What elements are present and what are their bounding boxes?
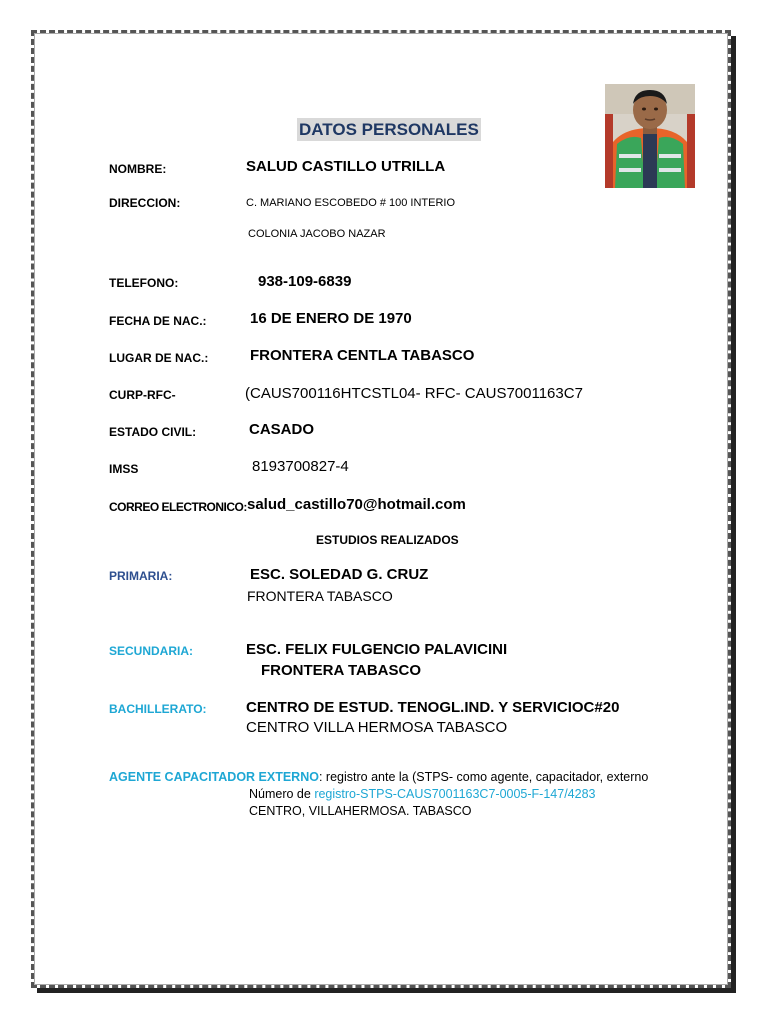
- secundaria-label: SECUNDARIA:: [109, 644, 193, 658]
- lugar-nac-label: LUGAR DE NAC.:: [109, 351, 209, 365]
- agente-lugar: CENTRO, VILLAHERMOSA. TABASCO: [249, 804, 472, 818]
- agente-text: : registro ante la (STPS- como agente, capacitador, externo: [318, 770, 649, 784]
- nombre-label: NOMBRE:: [109, 162, 167, 176]
- primaria-school: ESC. SOLEDAD G. CRUZ: [250, 566, 429, 583]
- agente-numero-value: registro-STPS-CAUS7001163C7-0005-F-147/4283: [314, 787, 596, 801]
- agente-numero-line: [249, 787, 595, 801]
- bachillerato-school: CENTRO DE ESTUD. TENOGL.IND. Y SERVICIOC#20: [246, 699, 620, 716]
- secundaria-place: FRONTERA TABASCO: [261, 662, 421, 679]
- primaria-place: FRONTERA TABASCO: [247, 588, 393, 604]
- imss-label: IMSS: [109, 462, 139, 476]
- estado-civil-label: ESTADO CIVIL:: [109, 425, 197, 439]
- direccion-value-line2: COLONIA JACOBO NAZAR: [248, 228, 386, 240]
- lugar-nac-value: FRONTERA CENTLA TABASCO: [250, 347, 475, 364]
- nombre-value: SALUD CASTILLO UTRILLA: [246, 158, 446, 175]
- primaria-label: PRIMARIA:: [109, 569, 173, 583]
- bachillerato-label: BACHILLERATO:: [109, 702, 207, 716]
- curp-rfc-value: (CAUS700116HTCSTL04- RFC- CAUS7001163C7: [245, 385, 583, 402]
- curp-rfc-label: CURP-RFC-: [109, 388, 176, 402]
- correo-value: salud_castillo70@hotmail.com: [247, 496, 466, 513]
- direccion-label: DIRECCION:: [109, 196, 181, 210]
- page-shadow-bottom: [37, 988, 736, 993]
- agente-line: [109, 770, 648, 784]
- correo-label: CORREO ELECTRONICO:: [109, 500, 247, 514]
- estado-civil-value: CASADO: [249, 421, 315, 438]
- agente-numero-prefix: Número de: [249, 787, 315, 801]
- agente-label: AGENTE CAPACITADOR EXTERNO: [109, 770, 319, 784]
- page-shadow-right: [731, 36, 736, 992]
- fecha-nac-value: 16 DE ENERO DE 1970: [250, 310, 412, 327]
- imss-value: 8193700827-4: [252, 458, 349, 475]
- secundaria-school: ESC. FELIX FULGENCIO PALAVICINI: [246, 641, 508, 658]
- fecha-nac-label: FECHA DE NAC.:: [109, 314, 207, 328]
- telefono-label: TELEFONO:: [109, 276, 179, 290]
- estudios-heading: ESTUDIOS REALIZADOS: [316, 533, 459, 547]
- profile-photo: [605, 84, 695, 188]
- page-title: DATOS PERSONALES: [299, 120, 479, 139]
- profile-photo-image: [605, 84, 695, 188]
- telefono-value: 938-109-6839: [258, 273, 352, 290]
- bachillerato-place: CENTRO VILLA HERMOSA TABASCO: [246, 719, 508, 736]
- direccion-value: C. MARIANO ESCOBEDO # 100 INTERIO: [246, 197, 456, 209]
